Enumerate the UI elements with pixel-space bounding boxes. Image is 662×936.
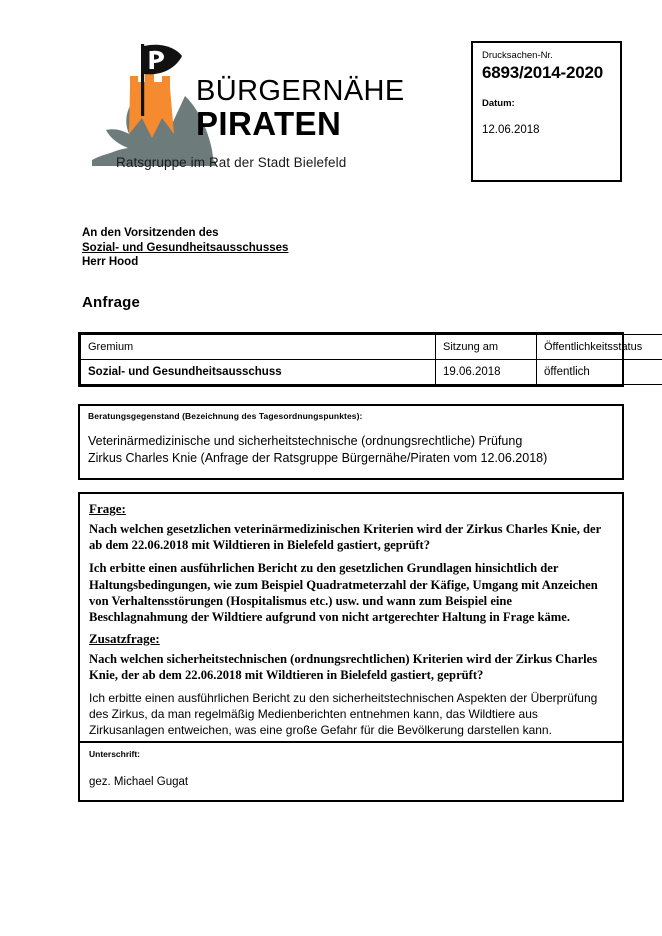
document-number-label: Drucksachen-Nr. — [482, 50, 553, 61]
address-line-3: Herr Hood — [82, 256, 139, 268]
address-block — [82, 226, 288, 270]
question-paragraph-2: Ich erbitte einen ausführlichen Bericht zu den gesetzlichen Grundlagen hinsichtlich der Haltungsbedingungen, wie zum Beispiel Quadratmeterzahl der Käfige, Umgang mit Anzeichen von Verhaltensstörungen (Hospitalismus etc.) usw. und wann zum Beispiel eine Beschlagnahmung der Wildtiere aufgrund von nicht artgerechter Haltung in Frage käme. — [89, 561, 598, 625]
logo-wordmark-line2: PIRATEN — [196, 105, 342, 142]
question-heading: Frage: — [89, 501, 126, 516]
organization-logo — [88, 38, 408, 183]
page-title: Anfrage — [82, 294, 141, 311]
table-row — [81, 360, 662, 385]
document-date-label: Datum: — [482, 98, 515, 109]
signature-content — [80, 743, 622, 800]
address-line-1: An den Vorsitzenden des — [82, 227, 219, 239]
agenda-item-label: Beratungsgegenstand (Bezeichnung des Tagesordnungspunktes): — [88, 411, 363, 421]
agenda-item-text-line1: Veterinärmedizinische und sicherheitstechnische (ordnungsrechtliche) Prüfung — [88, 434, 523, 448]
signature-name: gez. Michael Gugat — [89, 776, 189, 788]
agenda-item-box — [78, 404, 624, 480]
supplementary-question-paragraph-1: Nach welchen sicherheitstechnischen (ordnungsrechtlichen) Kriterien wird der Zirkus Charles Knie, der ab dem 22.06.2018 mit Wildtieren in Bielefeld gastiert, geprüft? — [89, 652, 598, 683]
cell-status: öffentlich — [537, 360, 662, 385]
column-header-status: Öffentlichkeitsstatus — [537, 335, 662, 360]
document-date-value: 12.06.2018 — [482, 124, 540, 136]
logo-wordmark-line1: BÜRGERNÄHE — [196, 75, 405, 107]
committee-table — [78, 332, 643, 387]
cell-gremium: Sozial- und Gesundheitsausschuss — [81, 360, 436, 385]
cell-sitzung: 19.06.2018 — [436, 360, 537, 385]
document-number-box — [471, 41, 622, 182]
supplementary-question-paragraph-2: Ich erbitte einen ausführlichen Bericht zu den sicherheitstechnischen Aspekten der Überprüfung des Zirkus, da man regelmäßig Medienberichten entnehmen kann, das Wildtiere aus Zirkusanlagen entweichen, was eine große Gefahr für die Bevölkerung darstellen kann. — [89, 690, 598, 738]
question-content — [80, 494, 622, 743]
question-box — [78, 492, 624, 802]
question-paragraph-1: Nach welchen gesetzlichen veterinärmedizinischen Kriterien wird der Zirkus Charles Knie, der ab dem 22.06.2018 mit Wildtieren in Bielefeld gastiert, geprüft? — [89, 522, 601, 553]
column-header-sitzung: Sitzung am — [436, 335, 537, 360]
logo-wordmark — [116, 75, 411, 170]
signature-label: Unterschrift: — [89, 749, 141, 759]
agenda-item-text-line2: Zirkus Charles Knie (Anfrage der Ratsgruppe Bürgernähe/Piraten vom 12.06.2018) — [88, 451, 548, 465]
document-number-value: 6893/2014-2020 — [482, 63, 604, 82]
supplementary-question-heading: Zusatzfrage: — [89, 631, 160, 647]
column-header-gremium: Gremium — [81, 335, 436, 360]
address-line-2: Sozial- und Gesundheitsausschusses — [82, 241, 289, 254]
agenda-item-text — [88, 433, 614, 467]
logo-tagline: Ratsgruppe im Rat der Stadt Bielefeld — [116, 155, 347, 170]
table-header-row — [81, 335, 662, 360]
document-header — [0, 0, 662, 200]
